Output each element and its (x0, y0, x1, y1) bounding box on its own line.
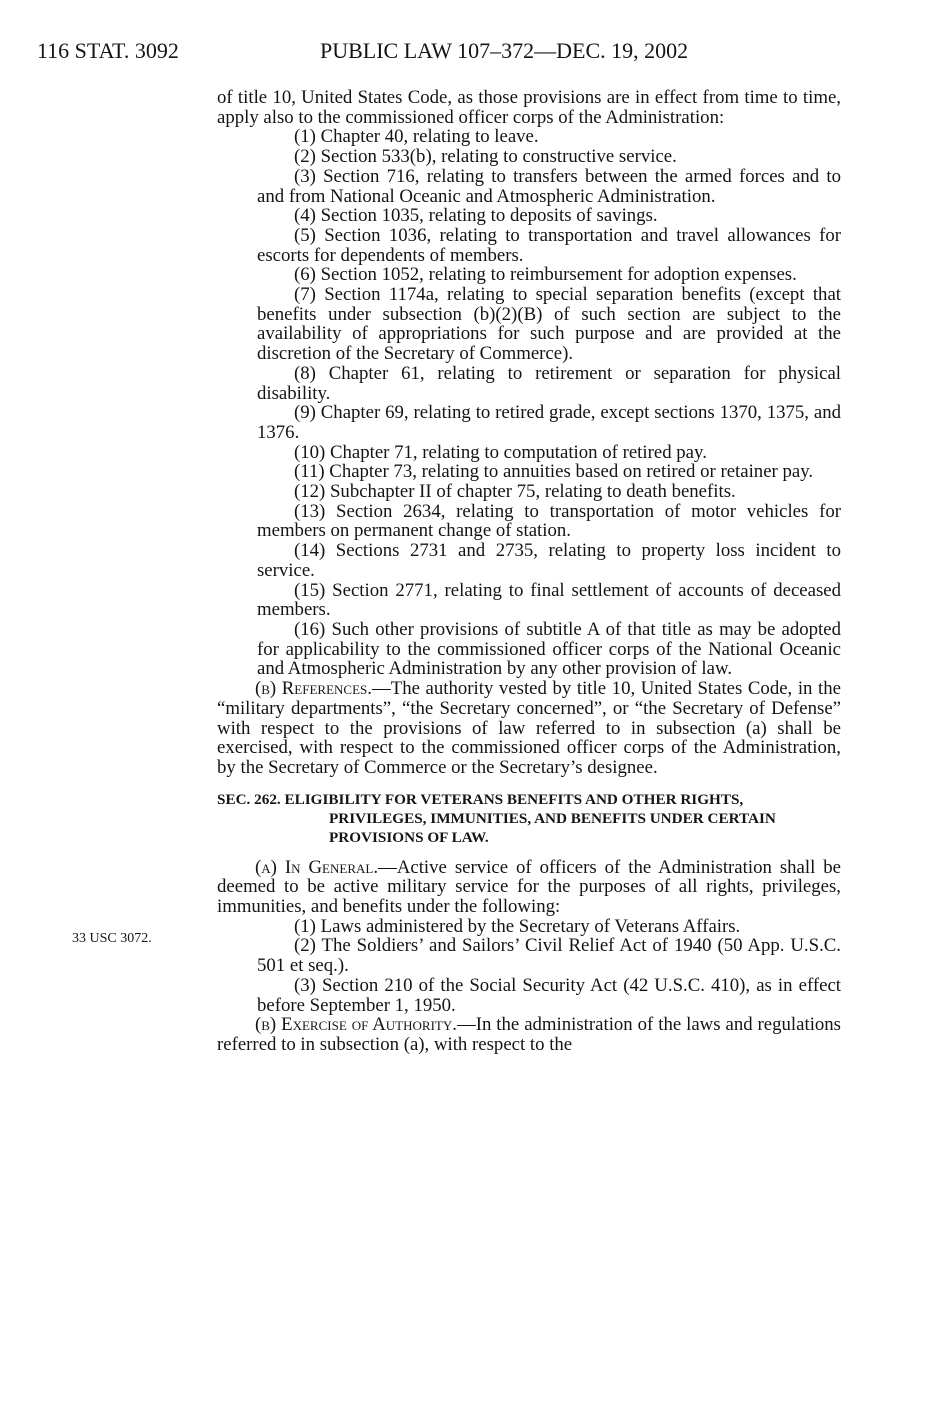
benefit-law-item: (2) The Soldiers’ and Sailors’ Civil Relief Act of 1940 (50 App. U.S.C. 501 et seq.). (257, 935, 841, 977)
references-paragraph (217, 679, 841, 778)
provision-item: (8) Chapter 61, relating to retirement or separation for physical disability. (257, 362, 841, 404)
exercise-of-authority-paragraph (217, 1015, 841, 1054)
references-text: —The authority vested by title 10, United States Code, in the “military departments”, “the Secretary concerned”, or “the Secretary of Defense” with respect to the provisions of law referred to in subsection (a) shall be exercised, with respect to the commissioned officer corps of the Administration, by the Secretary of Commerce or the Secretary’s designee. (217, 678, 841, 778)
provision-item: (5) Section 1036, relating to transportation and travel allowances for escorts for dependents of members. (257, 224, 841, 266)
provision-item: (6) Section 1052, relating to reimbursement for adoption expenses. (294, 264, 797, 286)
provision-item: (13) Section 2634, relating to transportation of motor vehicles for members on permanent change of station. (257, 500, 841, 542)
provision-item: (16) Such other provisions of subtitle A of that title as may be adopted for applicability to the commissioned officer corps of the National Oceanic and Atmospheric Administration by any other provision of law. (257, 618, 841, 680)
in-general-label: (a) In General. (255, 856, 379, 878)
statute-page-number: 116 STAT. 3092 (37, 38, 179, 63)
provision-item: (4) Section 1035, relating to deposits of savings. (294, 205, 658, 227)
benefit-law-item: (1) Laws administered by the Secretary of Veterans Affairs. (294, 915, 741, 937)
provision-item: (7) Section 1174a, relating to special separation benefits (except that benefits under subsection (b)(2)(B) of such section are subject to the availability of appropriations for such purpose and are provided at the discretion of the Secretary of Commerce). (257, 284, 841, 365)
exercise-of-authority-label: (b) Exercise of Authority. (255, 1014, 457, 1036)
provision-item: (15) Section 2771, relating to final settlement of accounts of deceased members. (257, 579, 841, 621)
in-general-paragraph (217, 858, 841, 917)
provision-item: (9) Chapter 69, relating to retired grade, except sections 1370, 1375, and 1376. (257, 402, 841, 443)
benefit-law-item: (3) Section 210 of the Social Security Act (42 U.S.C. 410), as in effect before September 1, 1950. (257, 974, 841, 1016)
body-text (217, 88, 841, 1055)
provision-item: (12) Subchapter II of chapter 75, relating to death benefits. (294, 481, 736, 503)
public-law-date: PUBLIC LAW 107–372—DEC. 19, 2002 (320, 38, 689, 63)
in-general-text: —Active service of officers of the Administration shall be deemed to be active military service for the purposes of all rights, privileges, immunities, and benefits under the following: (217, 856, 841, 918)
exercise-of-authority-text: —In the administration of the laws and regulations referred to in subsection (a), with respect to the (217, 1014, 841, 1055)
provision-item: (10) Chapter 71, relating to computation of retired pay. (294, 441, 707, 463)
intro-paragraph: of title 10, United States Code, as those provisions are in effect from time to time, apply also to the commissioned officer corps of the Administration: (217, 87, 841, 128)
provision-item: (2) Section 533(b), relating to constructive service. (294, 146, 677, 168)
provision-item: (14) Sections 2731 and 2735, relating to property loss incident to service. (257, 540, 841, 581)
provision-item: (11) Chapter 73, relating to annuities based on retired or retainer pay. (294, 461, 814, 483)
section-heading: SEC. 262. ELIGIBILITY FOR VETERANS BENEFITS AND OTHER RIGHTS, PRIVILEGES, IMMUNITIES, AND BENEFITS UNDER CERTAIN PROVISIONS OF LAW. (217, 790, 776, 846)
references-label: (b) References. (255, 678, 372, 700)
provision-item: (3) Section 716, relating to transfers between the armed forces and to and from National Oceanic and Atmospheric Administration. (257, 165, 841, 207)
usc-margin-note: 33 USC 3072. (72, 931, 152, 946)
provision-item: (1) Chapter 40, relating to leave. (294, 126, 539, 148)
